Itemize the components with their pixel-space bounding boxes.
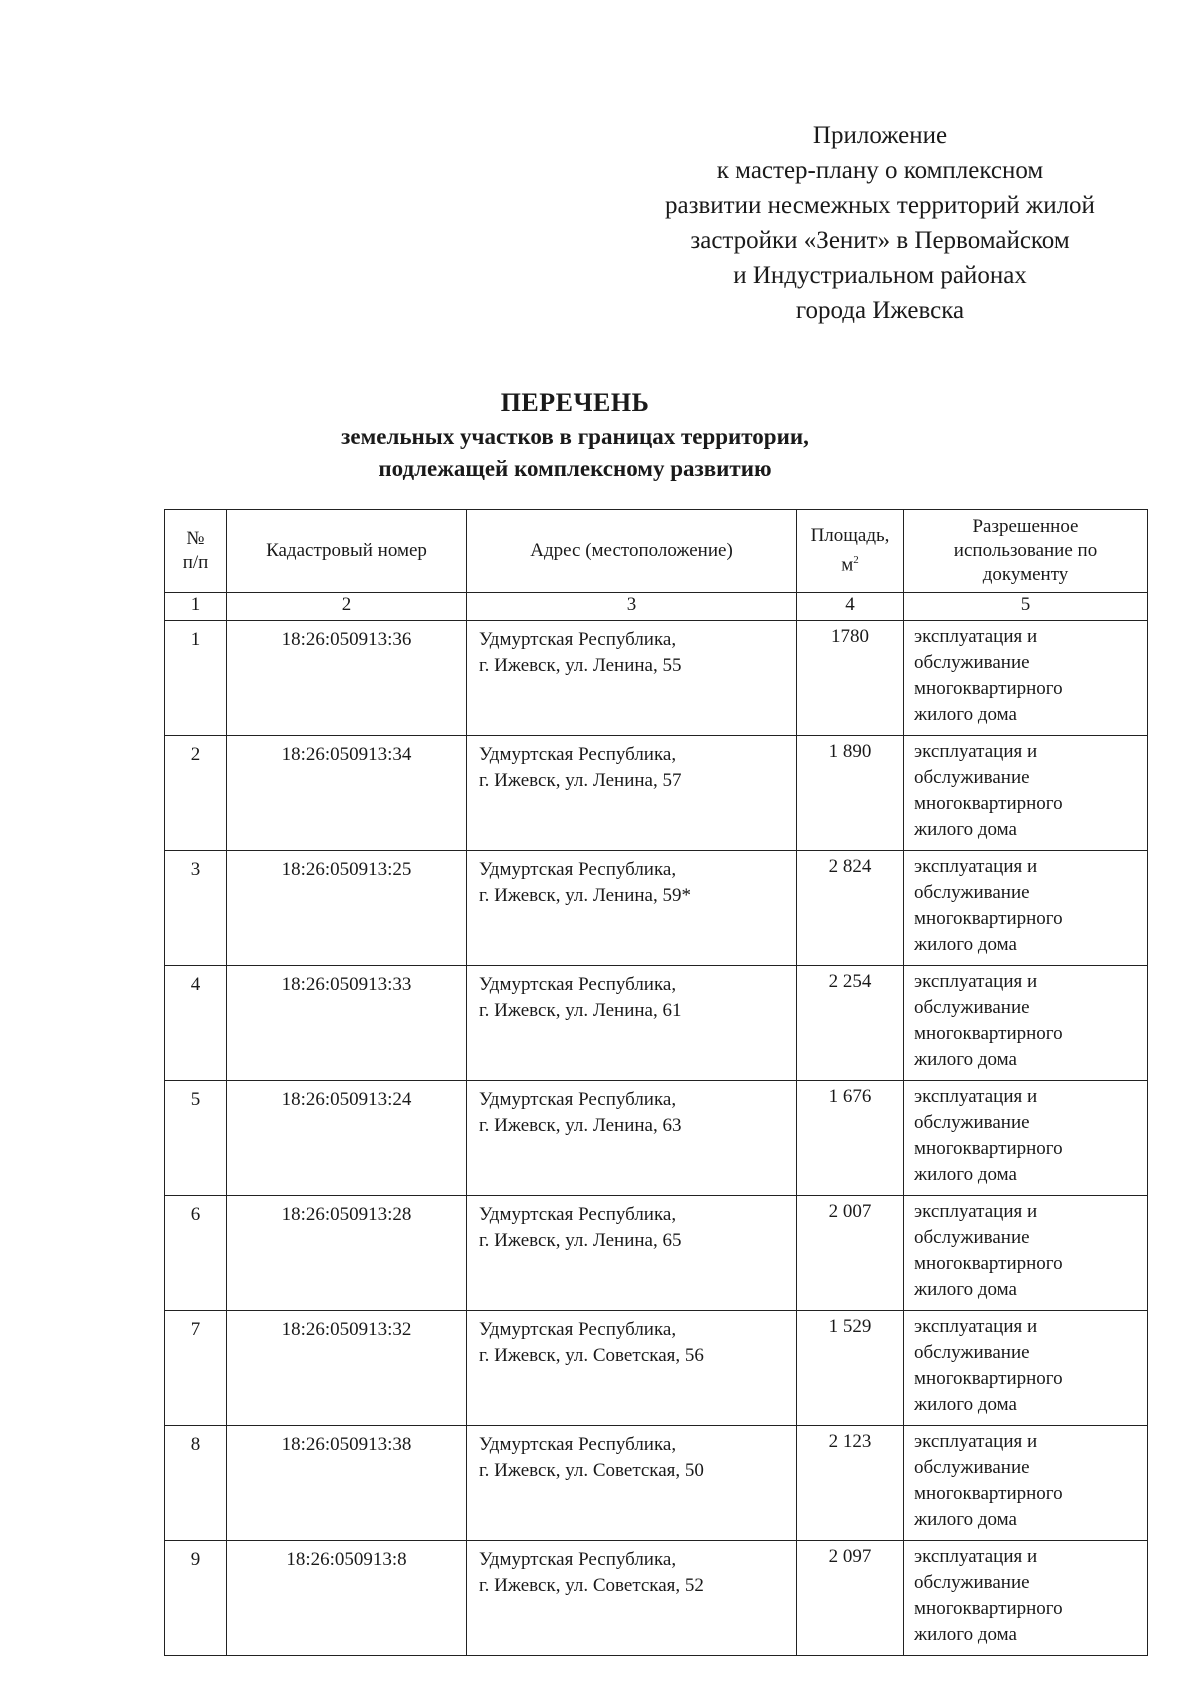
permitted-use-line: жилого дома: [914, 1394, 1017, 1415]
area-value: 2 123: [797, 1426, 904, 1541]
table-row: [165, 1541, 1148, 1656]
header-use-line: Разрешенное: [972, 516, 1079, 537]
permitted-use-cell: [904, 621, 1148, 736]
appendix-line: города Ижевска: [795, 297, 965, 324]
title-sub: земельных участков в границах территории,: [341, 424, 809, 449]
permitted-use-line: эксплуатация и: [914, 741, 1038, 762]
permitted-use-line: эксплуатация и: [914, 1201, 1038, 1222]
table-row: [165, 1196, 1148, 1311]
permitted-use-line: жилого дома: [914, 1279, 1017, 1300]
header-area-unit: [797, 548, 903, 577]
permitted-use-line: эксплуатация и: [914, 626, 1038, 647]
permitted-use-cell: [904, 1311, 1148, 1426]
address-line: Удмуртская Республика,: [479, 1549, 677, 1570]
permitted-use-line: обслуживание: [914, 997, 1030, 1018]
address-cell: [467, 851, 797, 966]
permitted-use-line: жилого дома: [914, 934, 1017, 955]
permitted-use-line: эксплуатация и: [914, 971, 1038, 992]
cadastral-number: 18:26:050913:25: [227, 851, 467, 966]
area-value: 2 097: [797, 1541, 904, 1656]
row-number: 5: [165, 1081, 227, 1196]
address-line: г. Ижевск, ул. Советская, 52: [479, 1575, 704, 1596]
address-line: г. Ижевск, ул. Советская, 50: [479, 1460, 704, 1481]
appendix-line: развитии несмежных территорий жилой: [665, 192, 1095, 219]
column-number: 2: [227, 593, 467, 621]
header-num-symbol: №: [186, 528, 205, 549]
document-title: [150, 385, 1000, 485]
cadastral-number: 18:26:050913:32: [227, 1311, 467, 1426]
cadastral-number: 18:26:050913:8: [227, 1541, 467, 1656]
permitted-use-cell: [904, 736, 1148, 851]
permitted-use-line: эксплуатация и: [914, 1316, 1038, 1337]
area-value: 1 676: [797, 1081, 904, 1196]
header-address: Адрес (местоположение): [467, 510, 797, 593]
address-cell: [467, 736, 797, 851]
permitted-use-line: обслуживание: [914, 1112, 1030, 1133]
table-row: [165, 1426, 1148, 1541]
permitted-use-cell: [904, 1541, 1148, 1656]
address-line: Удмуртская Республика,: [479, 1319, 677, 1340]
permitted-use-line: многоквартирного: [914, 678, 1063, 699]
header-num: [165, 510, 227, 593]
header-area: [797, 510, 904, 593]
permitted-use-line: обслуживание: [914, 1457, 1030, 1478]
title-main: ПЕРЕЧЕНЬ: [500, 388, 650, 417]
column-number: 1: [165, 593, 227, 621]
area-value: 2 254: [797, 966, 904, 1081]
permitted-use-line: эксплуатация и: [914, 1086, 1038, 1107]
area-unit: м: [841, 554, 854, 576]
column-number: 4: [797, 593, 904, 621]
permitted-use-line: обслуживание: [914, 1342, 1030, 1363]
header-num-label: п/п: [182, 552, 209, 573]
row-number: 7: [165, 1311, 227, 1426]
cadastral-number: 18:26:050913:34: [227, 736, 467, 851]
address-cell: [467, 1081, 797, 1196]
table-row: [165, 851, 1148, 966]
permitted-use-cell: [904, 1426, 1148, 1541]
address-cell: [467, 1196, 797, 1311]
permitted-use-line: жилого дома: [914, 819, 1017, 840]
permitted-use-line: обслуживание: [914, 882, 1030, 903]
area-value: 2 007: [797, 1196, 904, 1311]
permitted-use-cell: [904, 1081, 1148, 1196]
area-value: 1 890: [797, 736, 904, 851]
area-value: 1780: [797, 621, 904, 736]
permitted-use-line: обслуживание: [914, 767, 1030, 788]
permitted-use-line: жилого дома: [914, 1624, 1017, 1645]
address-line: Удмуртская Республика,: [479, 1434, 677, 1455]
header-use-line: документу: [982, 564, 1069, 585]
land-plots-table: [164, 509, 1148, 1656]
cadastral-number: 18:26:050913:28: [227, 1196, 467, 1311]
address-line: г. Ижевск, ул. Советская, 56: [479, 1345, 704, 1366]
table-row: [165, 966, 1148, 1081]
header-use-line: использование по: [953, 540, 1098, 561]
permitted-use-line: эксплуатация и: [914, 1546, 1038, 1567]
address-line: Удмуртская Республика,: [479, 859, 677, 880]
table-row: [165, 736, 1148, 851]
row-number: 1: [165, 621, 227, 736]
header-area-label: Площадь,: [810, 525, 890, 547]
permitted-use-line: жилого дома: [914, 1049, 1017, 1070]
address-line: г. Ижевск, ул. Ленина, 65: [479, 1230, 682, 1251]
row-number: 2: [165, 736, 227, 851]
address-line: г. Ижевск, ул. Ленина, 59*: [479, 885, 691, 906]
cadastral-number: 18:26:050913:38: [227, 1426, 467, 1541]
permitted-use-line: жилого дома: [914, 1164, 1017, 1185]
permitted-use-line: многоквартирного: [914, 1253, 1063, 1274]
permitted-use-line: многоквартирного: [914, 793, 1063, 814]
address-line: Удмуртская Республика,: [479, 974, 677, 995]
appendix-header: [600, 118, 1160, 328]
table-header-row: [165, 510, 1148, 593]
row-number: 4: [165, 966, 227, 1081]
table-row: [165, 1081, 1148, 1196]
permitted-use-line: обслуживание: [914, 1227, 1030, 1248]
permitted-use-line: многоквартирного: [914, 1598, 1063, 1619]
permitted-use-line: жилого дома: [914, 1509, 1017, 1530]
table-row: [165, 1311, 1148, 1426]
address-line: г. Ижевск, ул. Ленина, 63: [479, 1115, 682, 1136]
cadastral-number: 18:26:050913:36: [227, 621, 467, 736]
address-line: Удмуртская Республика,: [479, 744, 677, 765]
permitted-use-cell: [904, 851, 1148, 966]
permitted-use-line: эксплуатация и: [914, 1431, 1038, 1452]
address-line: Удмуртская Республика,: [479, 1089, 677, 1110]
permitted-use-line: многоквартирного: [914, 908, 1063, 929]
appendix-line: Приложение: [812, 122, 948, 149]
address-cell: [467, 1311, 797, 1426]
area-value: 1 529: [797, 1311, 904, 1426]
header-cadastral: Кадастровый номер: [227, 510, 467, 593]
cadastral-number: 18:26:050913:33: [227, 966, 467, 1081]
row-number: 3: [165, 851, 227, 966]
permitted-use-line: жилого дома: [914, 704, 1017, 725]
permitted-use-line: многоквартирного: [914, 1368, 1063, 1389]
address-cell: [467, 1541, 797, 1656]
address-line: г. Ижевск, ул. Ленина, 55: [479, 655, 682, 676]
title-sub: подлежащей комплексному развитию: [378, 456, 772, 481]
address-cell: [467, 966, 797, 1081]
column-number: 5: [904, 593, 1148, 621]
row-number: 6: [165, 1196, 227, 1311]
permitted-use-line: многоквартирного: [914, 1483, 1063, 1504]
permitted-use-line: обслуживание: [914, 1572, 1030, 1593]
permitted-use-cell: [904, 1196, 1148, 1311]
appendix-line: и Индустриальном районах: [733, 262, 1027, 289]
appendix-line: к мастер-плану о комплексном: [716, 157, 1044, 184]
address-cell: [467, 1426, 797, 1541]
area-value: 2 824: [797, 851, 904, 966]
area-unit-exponent: 2: [853, 554, 859, 567]
column-numbers-row: [165, 593, 1148, 621]
address-line: Удмуртская Республика,: [479, 629, 677, 650]
permitted-use-line: многоквартирного: [914, 1138, 1063, 1159]
header-permitted-use: [904, 510, 1148, 593]
appendix-line: застройки «Зенит» в Первомайском: [690, 227, 1070, 254]
address-line: Удмуртская Республика,: [479, 1204, 677, 1225]
row-number: 8: [165, 1426, 227, 1541]
address-line: г. Ижевск, ул. Ленина, 61: [479, 1000, 682, 1021]
address-cell: [467, 621, 797, 736]
row-number: 9: [165, 1541, 227, 1656]
address-line: г. Ижевск, ул. Ленина, 57: [479, 770, 682, 791]
permitted-use-line: эксплуатация и: [914, 856, 1038, 877]
table-row: [165, 621, 1148, 736]
permitted-use-cell: [904, 966, 1148, 1081]
column-number: 3: [467, 593, 797, 621]
permitted-use-line: обслуживание: [914, 652, 1030, 673]
cadastral-number: 18:26:050913:24: [227, 1081, 467, 1196]
permitted-use-line: многоквартирного: [914, 1023, 1063, 1044]
